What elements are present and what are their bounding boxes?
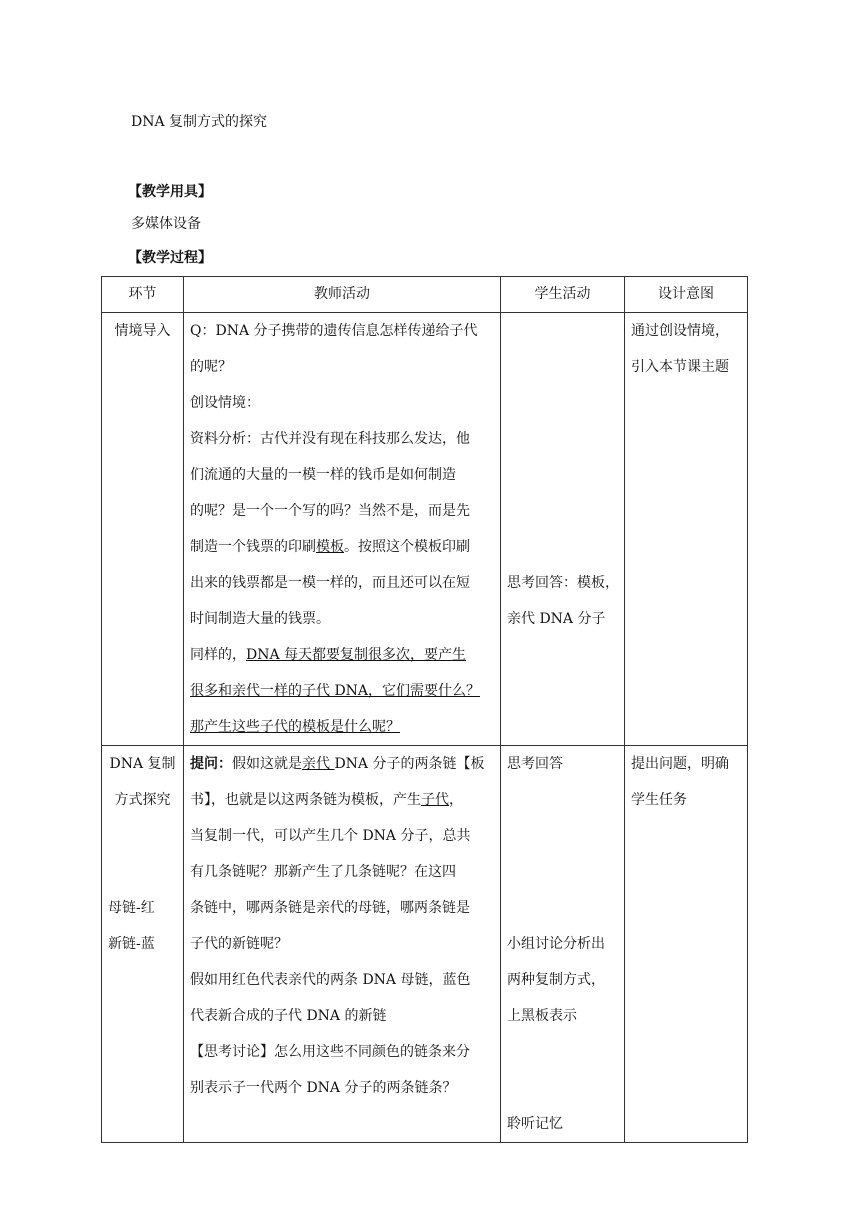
underlined-term: 模板 [316, 539, 344, 555]
text-segment: 。按照这个模板印刷 [344, 539, 470, 555]
teacher-line [190, 529, 494, 565]
teacher-line: 时间制造大量的钱票。 [190, 611, 330, 627]
stage-label: 情境导入 [114, 323, 171, 339]
teacher-line [190, 782, 494, 818]
teaching-process-table [101, 276, 748, 1143]
teacher-line: 资料分析：古代并没有现在科技那么发达，他 [190, 431, 470, 447]
intent-line: 通过创设情境， [631, 323, 729, 339]
student-activity-cell [501, 746, 625, 1143]
header-student-activity: 学生活动 [501, 277, 625, 313]
intent-line: 提出问题，明确 [631, 756, 729, 772]
teacher-line: Q：DNA 分子携带的遗传信息怎样传递给子代 [190, 323, 478, 339]
stage-label: 方式探究 [114, 792, 171, 808]
text-segment: 怎么用这些不同颜色的链条来分 [274, 1044, 470, 1060]
color-legend-line: 新链-蓝 [108, 936, 155, 952]
student-line: 亲代 DNA 分子 [507, 611, 606, 627]
header-design-intent: 设计意图 [625, 277, 748, 313]
text-segment: 假如这就是 [232, 756, 302, 772]
table-header-row [102, 277, 748, 313]
student-activity-cell [501, 313, 625, 746]
underlined-term: 亲代 [302, 756, 335, 772]
header-teacher-activity: 教师活动 [184, 277, 501, 313]
design-intent-cell [625, 313, 748, 746]
intent-line: 学生任务 [631, 792, 687, 808]
student-line: 聆听记忆 [507, 1116, 563, 1132]
teacher-line: 当复制一代，可以产生几个 DNA 分子，总共 [190, 828, 471, 844]
document-heading: DNA 复制方式的探究 [131, 114, 268, 130]
student-line: 思考回答：模板， [507, 575, 619, 591]
teacher-line: 代表新合成的子代 DNA 的新链 [190, 1008, 387, 1024]
teacher-activity-cell [184, 313, 501, 746]
teacher-line: 出来的钱票都是一模一样的，而且还可以在短 [190, 575, 470, 591]
teacher-line [190, 637, 494, 673]
stage-cell [102, 746, 184, 1143]
teacher-line [190, 746, 494, 782]
underlined-term: 子代 [421, 792, 449, 808]
stage-cell [102, 313, 184, 746]
text-segment: 同样的， [190, 647, 246, 663]
text-segment: 书】，也就是以这两条链为模板，产生 [190, 792, 421, 808]
header-stage: 环节 [102, 277, 184, 313]
table-row [102, 746, 748, 1143]
table-row [102, 313, 748, 746]
teacher-line: 条链中，哪两条链是亲代的母链，哪两条链是 [190, 900, 470, 916]
question-prefix: 提问： [190, 756, 232, 772]
teacher-line: 别表示子一代两个 DNA 分子的两条链条？ [190, 1080, 457, 1096]
teacher-line: 的呢？是一个一个写的吗？当然不是，而是先 [190, 503, 470, 519]
text-segment: DNA 分子的两条链【板 [334, 756, 485, 772]
teacher-line: 子代的新链呢？ [190, 936, 288, 952]
student-line: 思考回答 [507, 756, 563, 772]
intent-line: 引入本节课主题 [631, 359, 729, 375]
teacher-line: 的呢？ [190, 359, 232, 375]
teacher-line [190, 1034, 494, 1070]
text-segment: 制造一个钱票的印刷 [190, 539, 316, 555]
tools-section-title: 【教学用具】 [128, 184, 212, 200]
stage-label: DNA 复制 [109, 756, 176, 772]
student-line: 上黑板表示 [507, 1008, 577, 1024]
text-segment: ， [449, 792, 463, 808]
process-section-title: 【教学过程】 [128, 250, 212, 266]
teacher-line: 有几条链呢？那新产生了几条链呢？在这四 [190, 864, 456, 880]
color-legend-line: 母链-红 [108, 900, 155, 916]
teacher-line: 那产生这些子代的模板是什么呢？ [190, 719, 400, 735]
teacher-line: 们流通的大量的一模一样的钱币是如何制造 [190, 467, 456, 483]
teacher-line: 很多和亲代一样的子代 DNA，它们需要什么？ [190, 683, 481, 699]
discussion-prefix: 【思考讨论】 [190, 1044, 274, 1060]
teacher-activity-cell [184, 746, 501, 1143]
underlined-question: DNA 每天都要复制很多次，要产生 [246, 647, 467, 663]
teacher-line: 创设情境： [190, 395, 260, 411]
tools-content: 多媒体设备 [131, 216, 201, 232]
student-line: 两种复制方式， [507, 972, 605, 988]
teacher-line: 假如用红色代表亲代的两条 DNA 母链，蓝色 [190, 972, 471, 988]
design-intent-cell [625, 746, 748, 1143]
student-line: 小组讨论分析出 [507, 936, 605, 952]
